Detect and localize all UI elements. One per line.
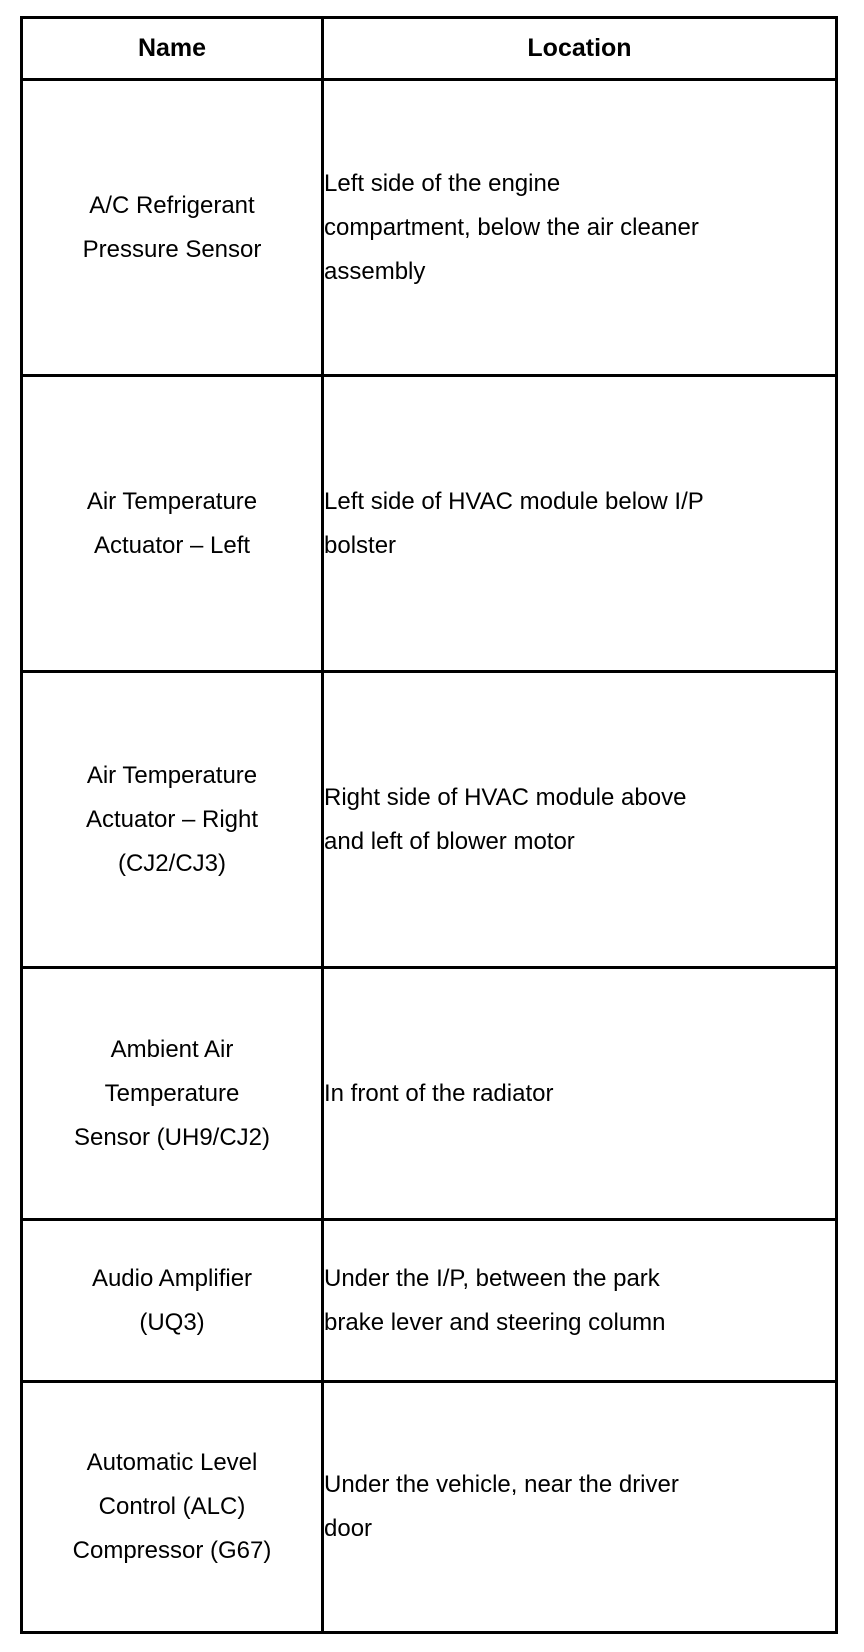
- component-name: Air Temperature Actuator – Right (CJ2/CJ3): [85, 761, 259, 877]
- component-location: Left side of HVAC module below I/P bolster: [324, 487, 704, 559]
- component-location-cell: [323, 968, 837, 1220]
- component-name-cell: [22, 672, 323, 968]
- component-name: Audio Amplifier (UQ3): [91, 1264, 253, 1336]
- component-name: Ambient Air Temperature Sensor (UH9/CJ2): [73, 1035, 271, 1151]
- component-location: Under the vehicle, near the driver door: [324, 1471, 679, 1542]
- table-row: [22, 376, 837, 672]
- component-location-cell: [323, 1220, 837, 1382]
- component-location: Left side of the engine compartment, below the air cleaner assembly: [324, 169, 699, 285]
- component-name: Automatic Level Control (ALC) Compressor (G67): [72, 1449, 272, 1564]
- component-location: Under the I/P, between the park brake lever and steering column: [324, 1264, 666, 1336]
- component-location-cell: [323, 80, 837, 376]
- component-location: Right side of HVAC module above and left of blower motor: [324, 783, 687, 855]
- column-header-location: Location: [323, 18, 837, 80]
- component-location-cell: [323, 376, 837, 672]
- table-row: [22, 968, 837, 1220]
- component-location-cell: [323, 1382, 837, 1633]
- component-name-cell: [22, 1382, 323, 1633]
- component-location-cell: [323, 672, 837, 968]
- column-header-name: Name: [22, 18, 323, 80]
- table-row: [22, 672, 837, 968]
- table-row: [22, 80, 837, 376]
- component-name: A/C Refrigerant Pressure Sensor: [82, 191, 262, 263]
- component-name-cell: [22, 968, 323, 1220]
- component-name-cell: [22, 1220, 323, 1382]
- component-location-table: [20, 16, 838, 1634]
- component-name: Air Temperature Actuator – Left: [86, 487, 258, 559]
- table-row: [22, 1382, 837, 1633]
- table-header-row: [22, 18, 837, 80]
- component-location: In front of the radiator: [324, 1079, 554, 1107]
- table-row: [22, 1220, 837, 1382]
- component-name-cell: [22, 376, 323, 672]
- component-name-cell: [22, 80, 323, 376]
